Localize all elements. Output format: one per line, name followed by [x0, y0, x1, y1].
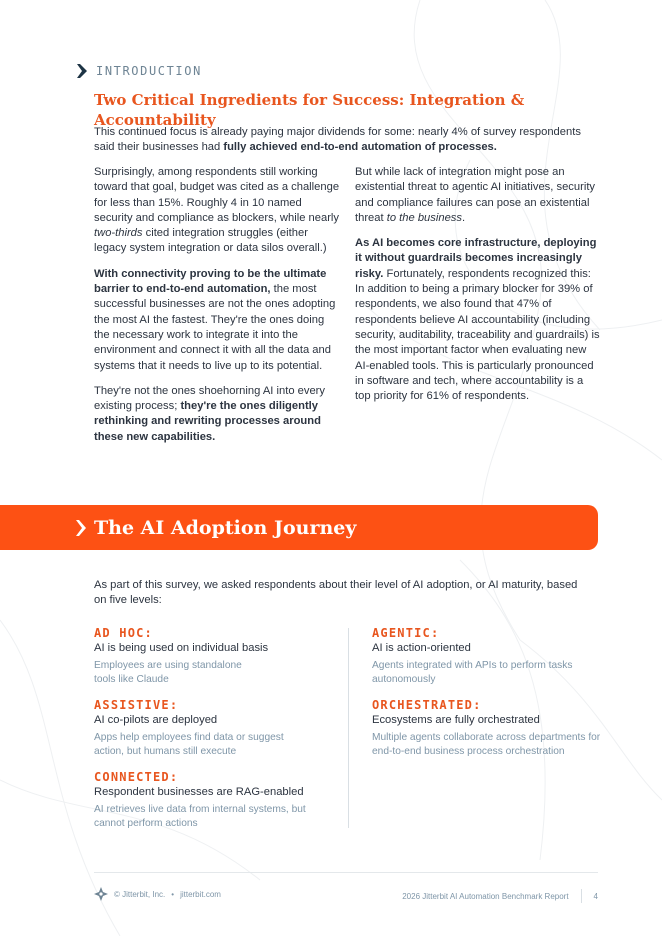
right-paragraph-1: But while lack of integration might pose an existential threat to agentic AI initiatives, security and compliance failures can pose an existential threat to the business. [355, 166, 596, 224]
level-orchestrated [372, 697, 612, 759]
left-paragraph-1: Surprisingly, among respondents still working toward that goal, budget was cited as a challenge for less than 15%. Roughly 4 in 10 named security and compliance as blockers, while nearly two-thirds cited integration struggles (either legacy system integration or data silos overall.) [94, 166, 340, 255]
footer-dot: • [171, 889, 175, 899]
level-description: Apps help employees find data or suggest action, but humans still execute [94, 732, 284, 757]
footer-website-link[interactable]: jitterbit.com [180, 889, 221, 899]
level-name: ORCHESTRATED: [372, 698, 482, 712]
page-number: 4 [593, 891, 598, 901]
banner-title: The AI Adoption Journey [94, 517, 357, 539]
left-paragraph-2: With connectivity proving to be the ultimate barrier to end-to-end automation, the most successful businesses are not the ones adopting the most AI the fastest. They're the ones doing the necessary work to integrate it into the environment and connect it with all the data and systems that it needs to live up to its potential. [94, 267, 336, 372]
level-heading: AI is action-oriented [372, 642, 471, 654]
level-agentic [372, 625, 612, 687]
level-name: ASSISTIVE: [94, 698, 179, 712]
level-heading: AI is being used on individual basis [94, 642, 269, 654]
right-paragraph-2: As AI becomes core infrastructure, deploying it without guardrails becomes increasingly risky. Fortunately, respondents recognized this: In addition to being a primary blocker for 39% of respondents, we also found that 47% of respondents believe AI accountability (including security, auditability, traceability and guardrails) is the most important factor when evaluating new AI-enabled tools. This is particularly pronounced in software and tech, where accountability is a top priority for 61% of respondents. [355, 237, 600, 403]
intro-paragraph: This continued focus is already paying major dividends for some: nearly 4% of survey respondents said their businesses had fully achieved end-to-end automation of processes. [94, 126, 581, 153]
intro-bold: fully achieved end-to-end automation of processes. [223, 141, 497, 153]
footer-separator [581, 889, 582, 903]
levels-left-column [94, 625, 334, 841]
footer-right [402, 889, 598, 903]
level-name: AGENTIC: [372, 626, 440, 640]
level-description: Agents integrated with APIs to perform tasks autonomously [372, 660, 573, 685]
level-description: Employees are using standalone tools like Claude [94, 660, 242, 685]
section-label [76, 62, 202, 80]
chevron-right-icon [75, 520, 87, 536]
adoption-banner [0, 505, 598, 550]
adoption-intro: As part of this survey, we asked respondents about their level of AI adoption, or AI maturity, based on five levels: [94, 579, 578, 606]
level-heading: Respondent businesses are RAG-enabled [94, 786, 304, 798]
left-paragraph-3: They're not the ones shoehorning AI into every existing process; they're the ones diligently rethinking and rewriting processes around these new capabilities. [94, 384, 326, 443]
right-column [355, 165, 601, 414]
level-description: AI retrieves live data from internal systems, but cannot perform actions [94, 804, 306, 829]
jitterbit-logo-icon [94, 887, 108, 901]
level-ad-hoc [94, 625, 334, 687]
footer-left [94, 887, 221, 901]
level-description: Multiple agents collaborate across departments for end-to-end business process orchestration [372, 732, 601, 757]
levels-right-column [372, 625, 612, 769]
level-heading: AI co-pilots are deployed [94, 714, 218, 726]
level-connected [94, 769, 334, 831]
column-divider [348, 628, 349, 828]
left-column [94, 165, 340, 455]
footer-report-title: 2026 Jitterbit AI Automation Benchmark Report [402, 891, 569, 901]
level-heading: Ecosystems are fully orchestrated [372, 714, 540, 726]
section-title: Two Critical Ingredients for Success: Integration & Accountability [94, 91, 525, 129]
section-label-text: INTRODUCTION [96, 64, 202, 78]
chevron-right-icon [76, 64, 88, 78]
footer-copyright: © Jitterbit, Inc. [114, 889, 166, 899]
level-name: AD HOC: [94, 626, 153, 640]
level-assistive [94, 697, 334, 759]
footer-divider [94, 872, 598, 873]
level-name: CONNECTED: [94, 770, 179, 784]
